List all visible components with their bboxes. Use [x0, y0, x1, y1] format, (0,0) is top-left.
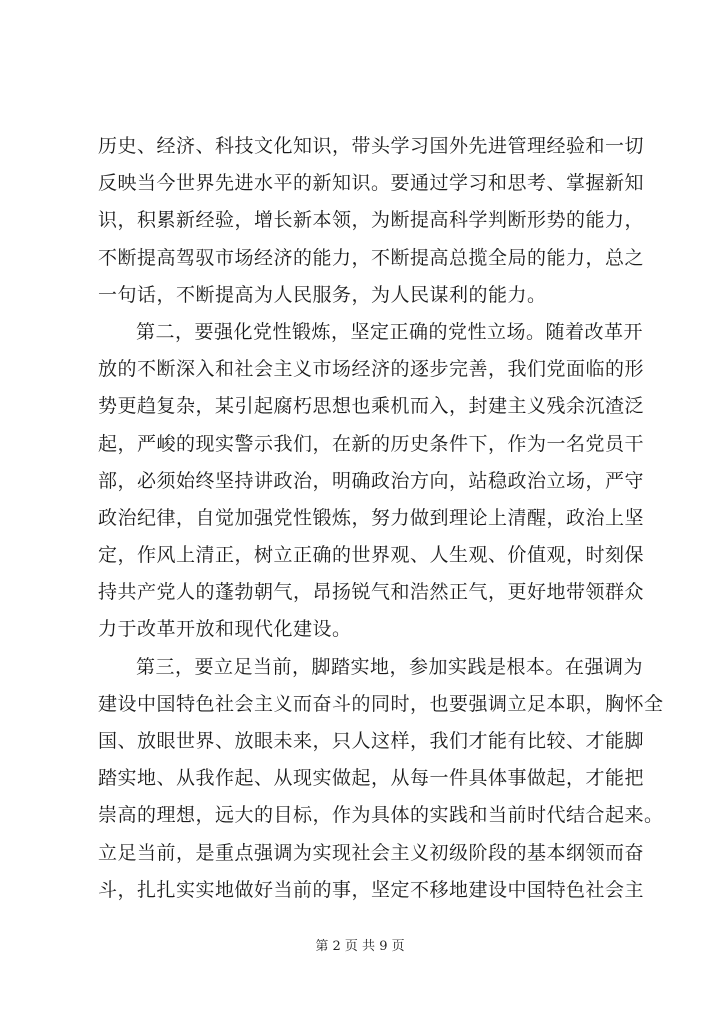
text-line: 国、放眼世界、放眼未来，只人这样，我们才能有比较、才能脚	[98, 730, 645, 752]
paragraph-start-line: 第二，要强化党性锻炼，坚定正确的党性立场。随着改革开	[136, 320, 644, 343]
text-line: 历史、经济、科技文化知识，带头学习国外先进管理经验和一切	[98, 135, 645, 157]
text-line: 定，作风上清正，树立正确的世界观、人生观、价值观，时刻保	[98, 544, 645, 567]
paragraph-start-line: 第三，要立足当前，脚踏实地，参加实践是根本。在强调为	[136, 655, 644, 678]
page-number-footer: 第 2 页 共 9 页	[315, 939, 405, 954]
body-text	[98, 128, 664, 909]
text-line: 崇高的理想，远大的目标，作为具体的实践和当前时代结合起来。	[98, 804, 664, 827]
text-line: 持共产党人的蓬勃朝气，昂扬锐气和浩然正气，更好地带领群众	[98, 581, 645, 604]
text-line: 斗，扎扎实实地做好当前的事，坚定不移地建设中国特色社会主	[98, 878, 645, 901]
text-line: 建设中国特色社会主义而奋斗的同时，也要强调立足本职，胸怀全	[98, 692, 664, 715]
text-line: 反映当今世界先进水平的新知识。要通过学习和思考、掌握新知	[98, 172, 645, 195]
text-line: 不断提高驾驭市场经济的能力，不断提高总揽全局的能力，总之	[98, 246, 645, 269]
text-line: 政治纪律，自觉加强党性锻炼，努力做到理论上清醒，政治上坚	[98, 506, 645, 529]
text-line: 势更趋复杂，某引起腐朽思想也乘机而入，封建主义残余沉渣泛	[98, 395, 645, 418]
text-line: 起，严峻的现实警示我们，在新的历史条件下，作为一名党员干	[98, 432, 645, 455]
text-line: 识，积累新经验，增长新本领，为断提高科学判断形势的能力，	[98, 209, 645, 232]
text-line: 部，必须始终坚持讲政治，明确政治方向，站稳政治立场，严守	[98, 469, 645, 492]
text-line: 力于改革开放和现代化建设。	[98, 618, 352, 641]
text-line: 踏实地、从我作起、从现实做起，从每一件具体事做起，才能把	[98, 767, 645, 790]
text-line: 立足当前，是重点强调为实现社会主义初级阶段的基本纲领而奋	[98, 841, 645, 864]
text-line: 放的不断深入和社会主义市场经济的逐步完善，我们党面临的形	[98, 358, 645, 381]
text-line: 一句话，不断提高为人民服务，为人民谋利的能力。	[98, 283, 547, 306]
